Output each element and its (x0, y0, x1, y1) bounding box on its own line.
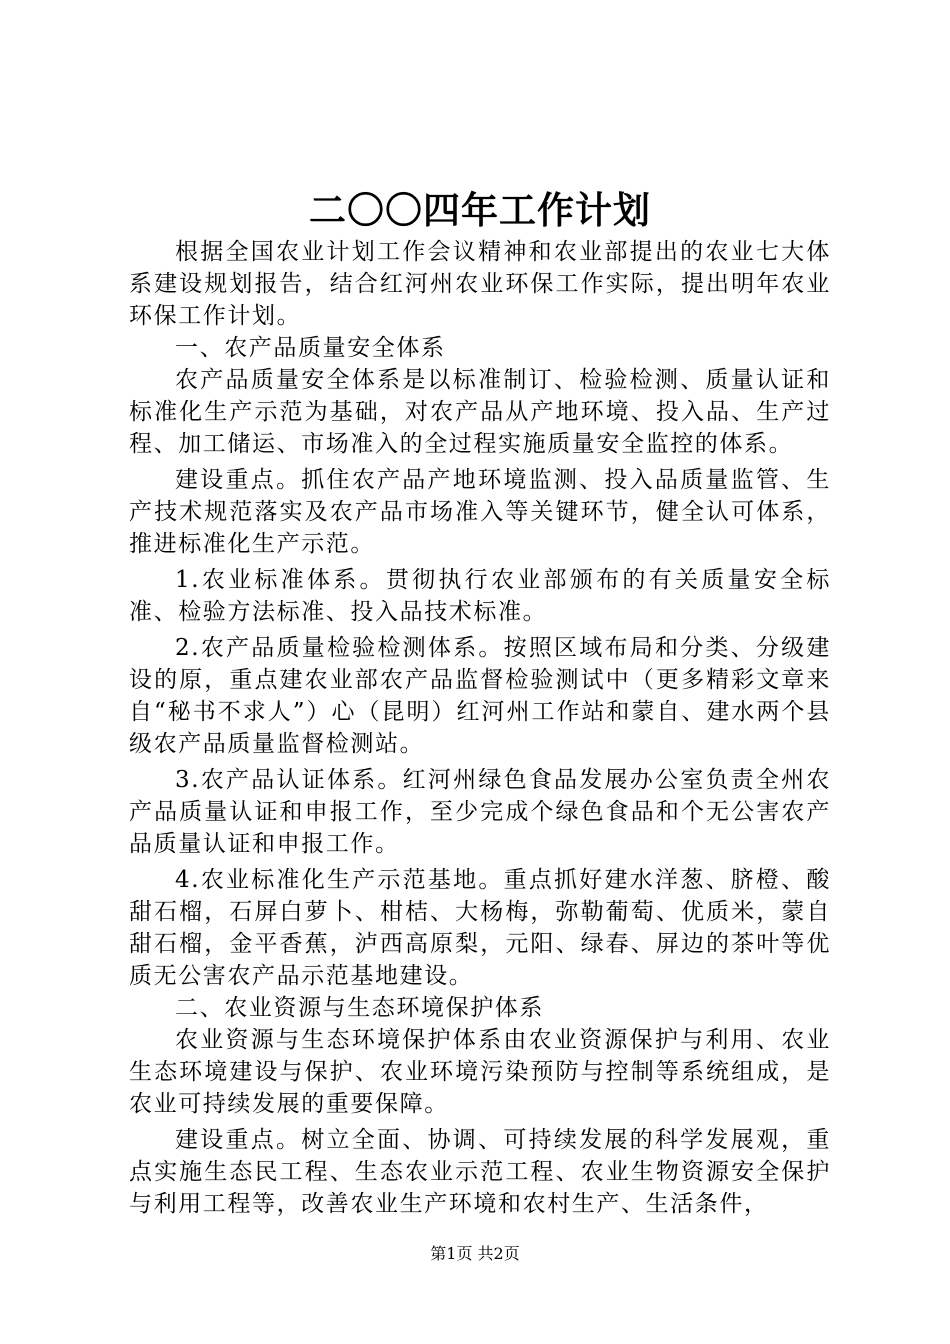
section-1-key-points-paragraph: 建设重点。抓住农产品产地环境监测、投入品质量监管、生产技术规范落实及农产品市场准入等关键环节，健全认可体系，推进标准化生产示范。 (129, 467, 831, 557)
document-page (129, 0, 831, 1344)
document-title: 二〇〇四年工作计划 (309, 188, 651, 232)
section-heading-1: 一、农产品质量安全体系 (175, 335, 446, 361)
document-body (129, 236, 831, 1220)
intro-paragraph: 根据全国农业计划工作会议精神和农业部提出的农业七大体系建设规划报告，结合红河州农业环保工作实际，提出明年农业环保工作计划。 (129, 239, 831, 329)
item-4-paragraph: 4.农业标准化生产示范基地。重点抓好建水洋葱、脐橙、酸甜石榴，石屏白萝卜、柑桔、大杨梅，弥勒葡萄、优质米，蒙自甜石榴，金平香蕉，泸西高原梨，元阳、绿春、屏边的茶叶等优质无公害农产品示范基地建设。 (129, 867, 831, 989)
item-2-paragraph: 2.农产品质量检验检测体系。按照区域布局和分类、分级建设的原，重点建农业部农产品监督检验测试中（更多精彩文章来自“秘书不求人”）心（昆明）红河州工作站和蒙自、建水两个县级农产品质量监督检测站。 (129, 635, 831, 757)
item-1-paragraph: 1.农业标准体系。贯彻执行农业部颁布的有关质量安全标准、检验方法标准、投入品技术标准。 (129, 567, 831, 625)
section-2-key-points-paragraph: 建设重点。树立全面、协调、可持续发展的科学发展观，重点实施生态民工程、生态农业示范工程、农业生物资源安全保护与利用工程等，改善农业生产环境和农村生产、生活条件， (129, 1127, 831, 1217)
section-heading-2: 二、农业资源与生态环境保护体系 (175, 995, 544, 1021)
item-3-paragraph: 3.农产品认证体系。红河州绿色食品发展办公室负责全州农产品质量认证和申报工作，至少完成个绿色食品和个无公害农产品质量认证和申报工作。 (129, 767, 831, 857)
page-number-footer: 第1页 共2页 (430, 1244, 520, 1263)
section-2-definition-paragraph: 农业资源与生态环境保护体系由农业资源保护与利用、农业生态环境建设与保护、农业环境污染预防与控制等系统组成，是农业可持续发展的重要保障。 (129, 1027, 831, 1117)
section-1-definition-paragraph: 农产品质量安全体系是以标准制订、检验检测、质量认证和标准化生产示范为基础，对农产品从产地环境、投入品、生产过程、加工储运、市场准入的全过程实施质量安全监控的体系。 (129, 367, 831, 457)
